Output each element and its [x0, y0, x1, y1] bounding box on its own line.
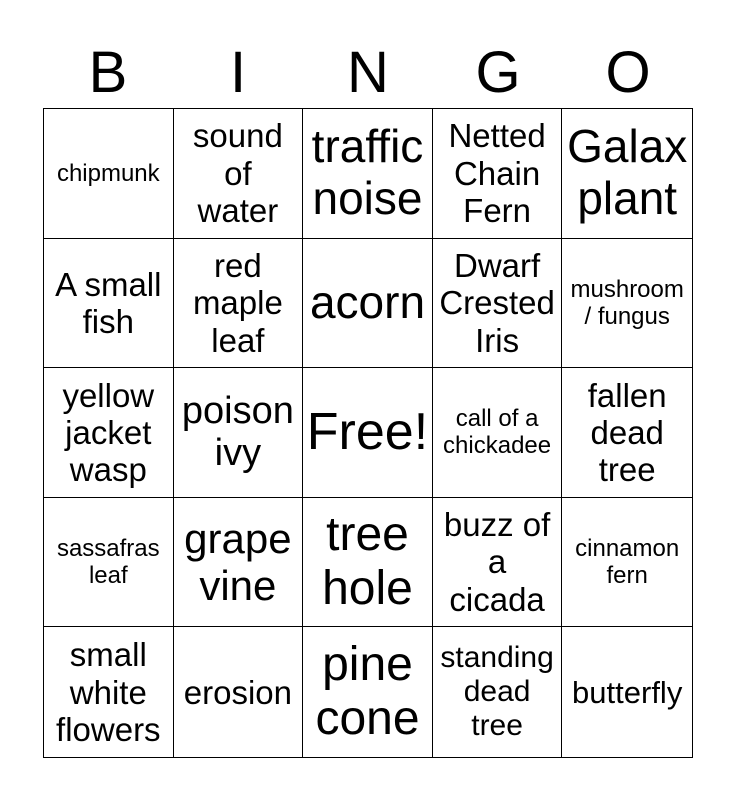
cell-text-line: of [224, 154, 252, 192]
cell-text-line: chipmunk [56, 159, 160, 187]
bingo-board [43, 108, 693, 758]
bingo-cell[interactable] [562, 109, 692, 239]
cell-text-line: fallen [587, 376, 667, 414]
cell-text-line: Crested [439, 284, 555, 322]
bingo-cell[interactable] [44, 368, 174, 498]
bingo-cell[interactable] [303, 498, 433, 628]
bingo-cell[interactable] [303, 239, 433, 369]
cell-text-line: maple [192, 284, 283, 322]
bingo-cell[interactable] [174, 498, 304, 628]
cell-text-line: red [214, 246, 262, 284]
bingo-cell[interactable] [303, 109, 433, 239]
bingo-cell[interactable] [44, 109, 174, 239]
cell-text-line: / fungus [584, 302, 670, 330]
cell-text-line: poison [181, 389, 294, 432]
cell-text-line: standing [440, 641, 554, 675]
cell-text-line: cinnamon [575, 534, 680, 562]
header-letter-n: N [347, 40, 389, 105]
cell-text-line: cicada [449, 580, 545, 618]
cell-text-line: Galax [567, 120, 688, 173]
bingo-cell[interactable] [174, 627, 304, 757]
cell-text-line: wasp [69, 451, 147, 489]
cell-text-line: noise [312, 172, 423, 225]
bingo-header [43, 40, 693, 106]
cell-text-line: fern [606, 562, 648, 590]
cell-text-line: vine [199, 562, 277, 610]
bingo-cell[interactable] [174, 368, 304, 498]
bingo-cell[interactable] [562, 368, 692, 498]
bingo-cell[interactable] [44, 239, 174, 369]
header-letter-g: G [475, 40, 521, 105]
bingo-cell[interactable] [174, 239, 304, 369]
cell-text-line: hole [322, 562, 413, 616]
cell-text-line: Netted [448, 117, 546, 155]
cell-text-line: fish [82, 302, 134, 340]
free-space-label: Free! [306, 403, 429, 462]
cell-text-line: butterfly [572, 674, 683, 710]
bingo-cell[interactable] [433, 368, 563, 498]
cell-text-line: plant [577, 172, 678, 225]
free-space-cell[interactable] [303, 368, 433, 498]
cell-text-line: sassafras [56, 534, 160, 562]
header-letter-i: I [229, 40, 247, 105]
header-letter-o: O [605, 40, 651, 105]
cell-text-line: Fern [463, 191, 532, 229]
cell-text-line: grape [184, 514, 292, 562]
cell-text-line: Chain [453, 154, 541, 192]
header-letter-b: B [88, 40, 128, 105]
cell-text-line: ivy [214, 432, 262, 475]
cell-text-line: leaf [88, 562, 128, 590]
cell-text-line: call of a [455, 405, 539, 433]
cell-text-line: a [487, 543, 507, 581]
bingo-cell[interactable] [562, 627, 692, 757]
cell-text-line: acorn [309, 275, 426, 328]
cell-text-line: water [197, 191, 279, 229]
cell-text-line: Dwarf [454, 246, 541, 284]
bingo-cell[interactable] [44, 498, 174, 628]
bingo-cell[interactable] [562, 498, 692, 628]
cell-text-line: erosion [183, 673, 292, 711]
cell-text-line: white [69, 673, 147, 711]
cell-text-line: chickadee [443, 432, 552, 460]
cell-text-line: cone [315, 692, 420, 746]
cell-text-line: traffic [311, 120, 424, 173]
cell-text-line: leaf [211, 321, 265, 359]
cell-text-line: tree [326, 507, 409, 561]
cell-text-line: pine [322, 637, 413, 691]
cell-text-line: sound [192, 117, 283, 155]
cell-text-line: tree [471, 709, 523, 743]
cell-text-line: yellow [62, 376, 155, 414]
cell-text-line: small [69, 636, 147, 674]
cell-text-line: flowers [56, 710, 161, 748]
bingo-cell[interactable] [433, 239, 563, 369]
cell-text-line: dead [590, 413, 664, 451]
cell-text-line: buzz of [443, 506, 551, 544]
bingo-cell[interactable] [433, 498, 563, 628]
cell-text-line: jacket [65, 413, 152, 451]
bingo-cell[interactable] [562, 239, 692, 369]
bingo-cell[interactable] [44, 627, 174, 757]
cell-text-line: mushroom [570, 275, 684, 303]
cell-text-line: A small [55, 265, 162, 303]
bingo-cell[interactable] [174, 109, 304, 239]
bingo-cell[interactable] [433, 109, 563, 239]
cell-text-line: Iris [475, 321, 520, 359]
bingo-cell[interactable] [303, 627, 433, 757]
bingo-cell[interactable] [433, 627, 563, 757]
cell-text-line: tree [598, 451, 656, 489]
cell-text-line: dead [463, 675, 531, 709]
